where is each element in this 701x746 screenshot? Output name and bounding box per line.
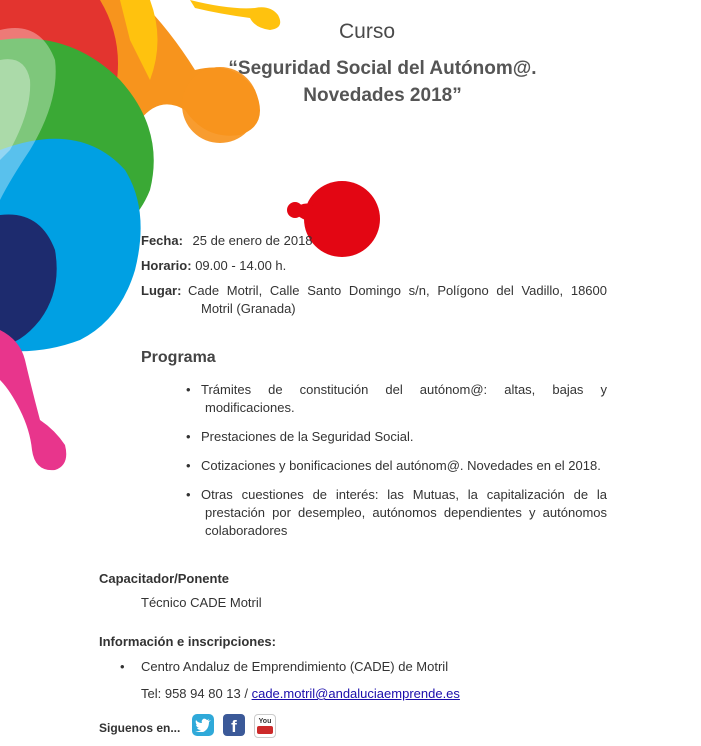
horario-row	[141, 258, 286, 273]
programa-heading: Programa	[141, 349, 216, 366]
list-item	[186, 428, 607, 446]
item-text: Otras cuestiones de interés: las Mutuas, la capitalización de la	[201, 487, 607, 502]
bullet-icon: •	[120, 659, 125, 674]
item-text: Prestaciones de la Seguridad Social.	[201, 429, 414, 444]
capacitador-heading: Capacitador/Ponente	[99, 571, 230, 586]
centro-text: Centro Andaluz de Emprendimiento (CADE) de Motril	[141, 659, 449, 674]
bullet-icon: •	[186, 429, 191, 444]
facebook-icon[interactable]	[223, 714, 245, 736]
tel-text: Tel: 958 94 80 13 /	[141, 686, 252, 701]
fecha-row	[141, 233, 313, 248]
youtube-glyph: You	[258, 718, 272, 725]
item-text: Cotizaciones y bonificaciones del autónom@. Novedades en el 2018.	[201, 458, 601, 473]
fecha-label: Fecha:	[141, 233, 183, 248]
youtube-icon[interactable]	[254, 714, 276, 738]
lugar-row	[141, 283, 181, 298]
course-title-line1: “Seguridad Social del Autónom@.	[228, 58, 537, 79]
social-label: Siguenos en...	[99, 721, 181, 735]
item-text-cont: modificaciones.	[205, 400, 295, 415]
twitter-icon[interactable]	[192, 714, 214, 736]
list-item	[186, 457, 607, 475]
list-item	[186, 486, 607, 540]
bullet-icon: •	[186, 382, 191, 397]
item-text-cont: prestación por desempleo, autónomos dependientes y autónomos	[205, 505, 607, 520]
bullet-icon: •	[186, 458, 191, 473]
bullet-icon: •	[186, 487, 191, 502]
capacitador-value: Técnico CADE Motril	[141, 595, 262, 610]
contact-line	[141, 686, 460, 701]
course-kicker: Curso	[339, 20, 396, 43]
horario-value: 09.00 - 14.00 h.	[195, 258, 287, 273]
lugar-value-line2: Motril (Granada)	[201, 301, 296, 316]
horario-label: Horario:	[141, 258, 192, 273]
course-title-line2: Novedades 2018”	[303, 85, 462, 106]
item-text-cont: colaboradores	[205, 523, 288, 538]
email-link[interactable]: cade.motril@andaluciaemprende.es	[251, 686, 460, 701]
youtube-tube	[257, 726, 273, 734]
lugar-value-line1: Cade Motril, Calle Santo Domingo s/n, Polígono del Vadillo, 18600	[188, 283, 607, 298]
fecha-value: 25 de enero de 2018	[192, 233, 313, 248]
list-item	[186, 381, 607, 417]
informacion-heading: Información e inscripciones:	[99, 634, 276, 649]
item-text: Trámites de constitución del autónom@: altas, bajas y	[201, 382, 607, 397]
centro-item	[120, 659, 449, 674]
lugar-label: Lugar:	[141, 283, 182, 298]
facebook-glyph: f	[231, 717, 237, 736]
